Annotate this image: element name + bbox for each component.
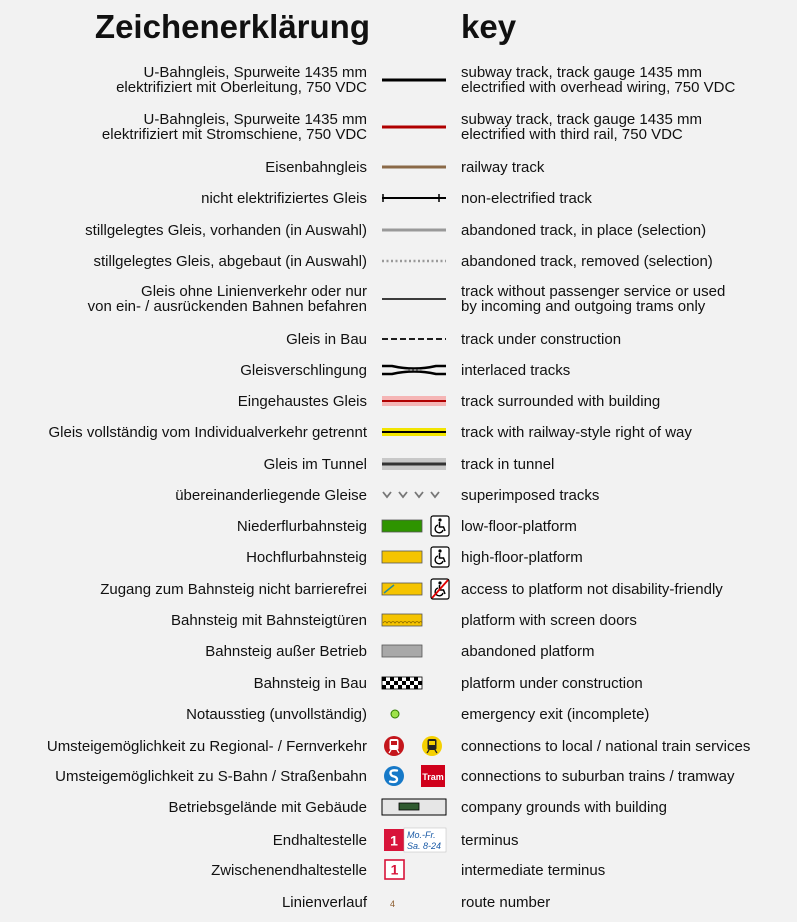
legend-label-english	[461, 363, 570, 378]
legend-label-english	[461, 800, 667, 815]
legend-label-german-line: Bahnsteig in Bau	[253, 674, 367, 692]
legend-label-english	[461, 707, 649, 722]
legend-label-english	[461, 284, 725, 314]
legend-label-german-line: Eisenbahngleis	[265, 158, 367, 176]
legend-label-german	[238, 394, 367, 409]
legend-label-german	[282, 895, 367, 910]
legend-label-german-line: Gleis ohne Linienverkehr oder nur	[141, 283, 367, 300]
track-red-graphic	[382, 112, 446, 142]
legend-label-german	[171, 613, 367, 628]
legend-label-german-line: Betriebsgelände mit Gebäude	[168, 798, 367, 816]
regional-train-icon	[384, 736, 404, 756]
legend-label-german	[205, 644, 367, 659]
legend-symbol-track-thin	[382, 284, 446, 314]
legend-label-german-line: U-Bahngleis, Spurweite 1435 mm	[143, 111, 367, 128]
legend-symbol-track-red	[382, 112, 446, 142]
legend-label-german-line: Zugang zum Bahnsteig nicht barrierefrei	[100, 580, 367, 598]
legend-label-german	[47, 739, 367, 754]
legend-label-english-line: electrified with overhead wiring, 750 VDC	[461, 79, 736, 96]
platform-noaccess-graphic	[382, 574, 446, 604]
superimposed-chevrons	[383, 492, 439, 497]
platform-doors-graphic	[382, 605, 446, 635]
legend-label-english-line: terminus	[461, 831, 519, 849]
legend-symbol-platform-doors	[382, 605, 446, 635]
legend-symbol-intermediate-terminus	[382, 855, 446, 885]
legend-label-german	[237, 519, 367, 534]
legend-label-english-line: access to platform not disability-friendly	[461, 580, 723, 598]
legend-symbol-platform-noaccess	[382, 574, 446, 604]
legend-label-english	[461, 254, 713, 269]
legend-symbol-emergency-exit	[382, 699, 446, 729]
platform-checker-graphic	[382, 668, 446, 698]
terminus-number: 1	[390, 832, 398, 849]
legend-label-german	[85, 223, 367, 238]
abandoned-platform-bar	[382, 645, 422, 657]
legend-label-english-line: low-floor-platform	[461, 517, 577, 535]
legend-symbol-platform-checker	[382, 668, 446, 698]
track-housed-graphic	[382, 386, 446, 416]
legend-label-german-line: Gleis im Tunnel	[263, 455, 367, 473]
legend-label-english	[461, 676, 643, 691]
track-ticks-graphic	[382, 183, 446, 213]
legend-label-english	[461, 863, 605, 878]
legend-label-german-line: übereinanderliegende Gleise	[175, 486, 367, 504]
legend-label-german-line: Bahnsteig außer Betrieb	[205, 642, 367, 660]
legend-symbol-terminus	[382, 825, 446, 855]
legend-label-german	[273, 833, 367, 848]
route-number-label: 4	[390, 899, 396, 909]
legend-label-german	[211, 863, 367, 878]
legend-label-german-line: Zwischenendhaltestelle	[211, 861, 367, 879]
legend-label-english	[461, 112, 702, 142]
legend-label-german-line: Hochflurbahnsteig	[246, 548, 367, 566]
terminus-schedule-box	[404, 828, 446, 852]
legend-label-german-line: elektrifiziert mit Oberleitung, 750 VDC	[116, 79, 367, 96]
legend-label-english	[461, 160, 544, 175]
legend-symbol-regional-train	[382, 731, 446, 761]
legend-label-german	[169, 800, 367, 815]
tram-label: Tram	[422, 772, 444, 782]
legend-label-german	[201, 191, 367, 206]
legend-symbol-route-number	[382, 887, 446, 917]
track-yellow-graphic	[382, 417, 446, 447]
legend-label-german	[94, 254, 368, 269]
emergency-exit-dot	[391, 710, 399, 718]
track-superimposed-graphic	[382, 480, 446, 510]
terminus-schedule-line1: Mo.-Fr.	[407, 830, 436, 840]
legend-label-german	[100, 582, 367, 597]
legend-label-german	[286, 332, 367, 347]
legend-label-german-line: Umsteigemöglichkeit zu Regional- / Fernverkehr	[46, 737, 367, 755]
screen-door-platform-bar	[382, 614, 422, 626]
legend-label-english-line: connections to suburban trains / tramway	[461, 767, 735, 785]
legend-symbol-platform-yellow	[382, 542, 446, 572]
legend-label-english-line: abandoned track, in place (selection)	[461, 221, 707, 239]
legend-label-english-line: intermediate terminus	[461, 861, 606, 879]
legend-label-english-line: interlaced tracks	[461, 361, 571, 379]
legend-symbol-track-interlaced	[382, 355, 446, 385]
track-dashed-graphic	[382, 324, 446, 354]
s-bahn-icon	[384, 766, 404, 786]
legend-symbol-track-gray	[382, 215, 446, 245]
legend-label-german-line: nicht elektrifiziertes Gleis	[201, 189, 367, 207]
legend-label-german	[55, 769, 367, 784]
company-grounds-graphic	[382, 792, 446, 822]
legend-symbol-track-ticks	[382, 183, 446, 213]
terminus-graphic	[382, 825, 446, 855]
track-dotted-graphic	[382, 246, 446, 276]
track-gray-graphic	[382, 215, 446, 245]
terminus-sign	[384, 829, 404, 851]
legend-symbol-track-housed	[382, 386, 446, 416]
legend-label-english-line: connections to local / national train services	[461, 737, 751, 755]
legend-label-english-line: subway track, track gauge 1435 mm	[461, 64, 702, 81]
track-interlaced-graphic	[382, 355, 446, 385]
legend-label-english	[461, 394, 660, 409]
legend-label-english	[461, 769, 734, 784]
legend-label-english-line: abandoned platform	[461, 642, 595, 660]
legend-label-german-line: stillgelegtes Gleis, vorhanden (in Auswahl)	[85, 221, 367, 239]
legend-symbol-company-grounds	[382, 792, 446, 822]
legend-title-english: key	[461, 8, 517, 45]
legend-label-german-line: von ein- / ausrückenden Bahnen befahren	[87, 298, 367, 315]
emergency-exit-graphic	[382, 699, 446, 729]
legend-label-german-line: stillgelegtes Gleis, abgebaut (in Auswahl)	[93, 252, 367, 270]
legend-symbol-sbahn-tram	[382, 761, 446, 791]
sbahn-tram-graphic	[382, 761, 446, 791]
platform-yellow-graphic	[382, 542, 446, 572]
legend-label-english	[461, 425, 692, 440]
legend-label-german	[186, 707, 367, 722]
company-grounds-icon	[382, 799, 446, 815]
legend-label-english	[461, 895, 550, 910]
track-brown-graphic	[382, 152, 446, 182]
legend-label-english-line: emergency exit (incomplete)	[461, 705, 650, 723]
legend-label-english	[461, 191, 592, 206]
legend-label-german	[254, 676, 367, 691]
legend-label-german	[246, 550, 367, 565]
legend-symbol-platform-green	[382, 511, 446, 541]
legend-label-english	[461, 519, 577, 534]
wheelchair-icon	[431, 579, 449, 599]
legend-label-german	[265, 160, 367, 175]
legend-label-german-line: Gleis in Bau	[286, 330, 367, 348]
legend-label-english	[461, 457, 554, 472]
legend-label-english-line: electrified with third rail, 750 VDC	[461, 126, 683, 143]
low-floor-platform-bar	[382, 520, 422, 532]
legend-label-english	[461, 488, 599, 503]
regional-train-graphic	[382, 731, 446, 761]
legend-label-german-line: Bahnsteig mit Bahnsteigtüren	[171, 611, 367, 629]
legend-symbol-track-tunnel	[382, 449, 446, 479]
legend-label-german	[88, 284, 367, 314]
legend-label-german	[49, 425, 368, 440]
legend-label-english-line: track surrounded with building	[461, 392, 661, 410]
legend-label-german	[175, 488, 367, 503]
track-black-graphic	[382, 65, 446, 95]
wheelchair-icon	[431, 516, 449, 536]
legend-label-english-line: railway track	[461, 158, 545, 176]
track-tunnel-graphic	[382, 449, 446, 479]
legend-label-english-line: abandoned track, removed (selection)	[461, 252, 713, 270]
platform-green-graphic	[382, 511, 446, 541]
intermediate-terminus-graphic	[382, 855, 446, 885]
legend-label-english-line: platform with screen doors	[461, 611, 637, 629]
legend-symbol-track-dashed	[382, 324, 446, 354]
legend-label-english	[461, 644, 594, 659]
legend-symbol-track-dotted	[382, 246, 446, 276]
legend-symbol-track-yellow	[382, 417, 446, 447]
terminus-schedule-line2: Sa. 8-24	[407, 841, 442, 851]
legend-label-german-line: U-Bahngleis, Spurweite 1435 mm	[143, 64, 367, 81]
route-number-graphic	[382, 887, 446, 917]
legend-label-german	[264, 457, 367, 472]
legend-label-german-line: Linienverlauf	[281, 893, 367, 911]
legend-label-german-line: Niederflurbahnsteig	[236, 517, 367, 535]
legend-label-english-line: high-floor-platform	[461, 548, 583, 566]
legend-label-english-line: non-electrified track	[461, 189, 592, 207]
legend-label-english-line: platform under construction	[461, 674, 643, 692]
legend-label-english-line: company grounds with building	[461, 798, 667, 816]
legend-label-english	[461, 332, 621, 347]
legend-symbol-track-black	[382, 65, 446, 95]
legend-label-german-line: Gleisverschlingung	[240, 361, 367, 379]
legend-label-english-line: subway track, track gauge 1435 mm	[461, 111, 702, 128]
legend-label-english	[461, 739, 750, 754]
legend-label-german	[240, 363, 367, 378]
wheelchair-icon	[431, 547, 449, 567]
legend-label-english	[461, 833, 519, 848]
legend-label-german	[116, 65, 367, 95]
intermediate-terminus-sign	[385, 860, 404, 879]
legend-label-german-line: Gleis vollständig vom Individualverkehr getrennt	[48, 423, 367, 441]
legend-label-english-line: track with railway-style right of way	[461, 423, 692, 441]
legend-symbol-track-brown	[382, 152, 446, 182]
tram-icon	[421, 765, 445, 787]
legend-label-english	[461, 613, 637, 628]
legend-label-english-line: track in tunnel	[461, 455, 555, 473]
legend-label-english	[461, 223, 706, 238]
legend-symbol-track-superimposed	[382, 480, 446, 510]
legend-label-german-line: Endhaltestelle	[272, 831, 367, 849]
legend-label-english-line: by incoming and outgoing trams only	[461, 298, 706, 315]
intermediate-terminus-number: 1	[390, 861, 399, 878]
legend-label-english	[461, 550, 583, 565]
interlaced-track-lines	[382, 366, 446, 374]
track-thin-graphic	[382, 284, 446, 314]
legend-label-german-line: Notausstieg (unvollständig)	[186, 705, 367, 723]
legend-label-german-line: elektrifiziert mit Stromschiene, 750 VDC	[101, 126, 367, 143]
legend-label-english-line: track without passenger service or used	[461, 283, 726, 300]
platform-gray-graphic	[382, 636, 446, 666]
high-floor-platform-bar	[382, 551, 422, 563]
legend-title-german: Zeichenerklärung	[94, 8, 370, 45]
legend-label-english-line: route number	[461, 893, 551, 911]
legend-label-english	[461, 582, 723, 597]
legend-label-english-line: track under construction	[461, 330, 622, 348]
legend-label-german	[102, 112, 367, 142]
legend-label-german-line: Eingehaustes Gleis	[237, 392, 367, 410]
legend-label-english-line: superimposed tracks	[461, 486, 600, 504]
legend-label-german-line: Umsteigemöglichkeit zu S-Bahn / Straßenbahn	[55, 767, 367, 785]
legend-symbol-platform-gray	[382, 636, 446, 666]
legend-label-english	[461, 65, 735, 95]
construction-platform-bar	[382, 677, 422, 689]
national-train-icon	[422, 736, 442, 756]
